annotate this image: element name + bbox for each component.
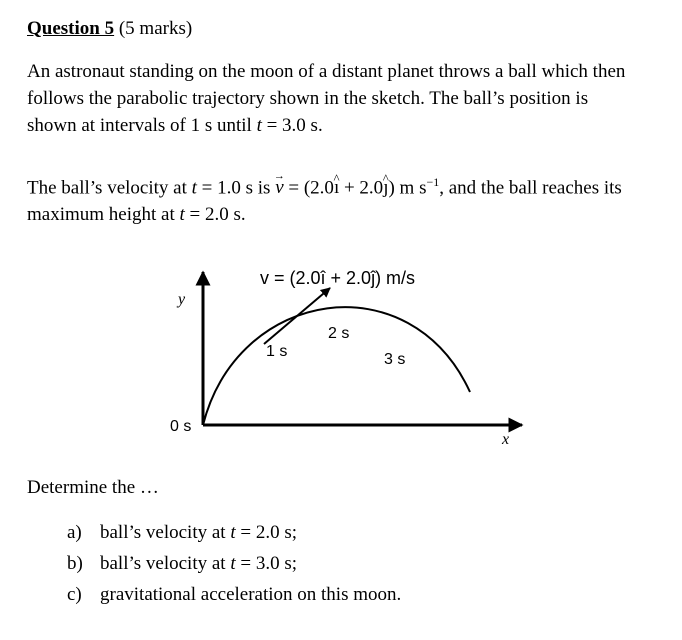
part-c: c) gravitational acceleration on this moon. <box>67 584 402 605</box>
question-number: Question 5 <box>27 18 115 39</box>
intro-paragraph <box>27 58 667 139</box>
part-b: b) ball’s velocity at t = 3.0 s; <box>67 553 297 574</box>
time-label-1s: 1 s <box>266 343 288 360</box>
parts-list <box>67 522 401 615</box>
trajectory-diagram <box>160 248 540 453</box>
x-axis-label: x <box>502 431 510 448</box>
question-marks: (5 marks) <box>118 18 193 39</box>
velocity-label: v = (2.0î + 2.0ĵ) m/s <box>260 268 416 288</box>
velocity-arrow <box>264 288 330 344</box>
intro-line-3: shown at intervals of 1 s until t = 3.0 s. <box>27 115 323 136</box>
unit-vector-i: ^ ı <box>334 174 339 201</box>
velocity-line-1: The ball’s velocity at t = 1.0 s is → v = (2.0^ ı + 2.0^ ȷ) m $s^{-1}$, and the ball reaches its <box>27 169 667 201</box>
time-label-2s: 2 s <box>328 325 350 342</box>
question-heading <box>27 18 192 40</box>
velocity-vector-symbol: → v <box>275 174 283 201</box>
velocity-line-2: maximum height at t = 2.0 s. <box>27 204 246 226</box>
time-label-3s: 3 s <box>384 351 406 368</box>
unit-vector-j: ^ ȷ <box>383 174 388 201</box>
intro-line-2: follows the parabolic trajectory shown in the sketch. The ball’s position is <box>27 88 589 109</box>
determine-line: Determine the … <box>27 477 159 498</box>
velocity-paragraph <box>27 169 667 228</box>
y-axis-label: y <box>178 291 186 308</box>
part-a: a) ball’s velocity at t = 2.0 s; <box>67 522 297 543</box>
time-label-0s: 0 s <box>170 418 192 435</box>
intro-line-1: An astronaut standing on the moon of a distant planet throws a ball which then <box>27 61 626 82</box>
